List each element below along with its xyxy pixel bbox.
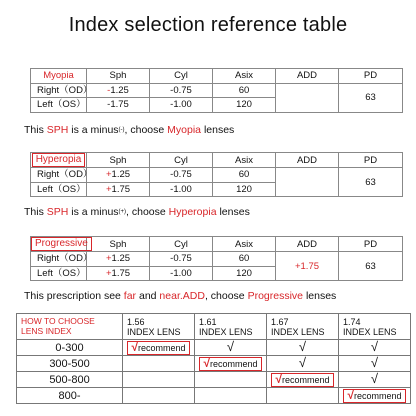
progressive-add: +1.75 bbox=[276, 252, 339, 281]
myopia-left-cyl: -1.00 bbox=[150, 98, 213, 113]
index-cell bbox=[123, 340, 195, 356]
cyl-header: Cyl bbox=[150, 153, 213, 168]
index-table bbox=[16, 313, 411, 404]
range-cell: 300-500 bbox=[17, 356, 123, 372]
index-cell bbox=[123, 372, 195, 388]
range-cell: 800- bbox=[17, 388, 123, 404]
table-row bbox=[17, 372, 411, 388]
hyperopia-table bbox=[30, 152, 403, 197]
hyperopia-right-sph: +1.25 bbox=[87, 168, 150, 183]
left-eye-label: Left（OS） bbox=[31, 182, 87, 197]
recommend-badge: √recommend bbox=[199, 357, 261, 371]
myopia-left-axis: 120 bbox=[213, 98, 276, 113]
check-icon: √ bbox=[203, 355, 211, 370]
hyperopia-add bbox=[276, 168, 339, 197]
myopia-left-sph: -1.75 bbox=[87, 98, 150, 113]
index-col-header: 1.67 INDEX LENS bbox=[267, 314, 339, 340]
range-cell: 0-300 bbox=[17, 340, 123, 356]
myopia-right-sph: -1.25 bbox=[87, 83, 150, 98]
check-icon: √ bbox=[370, 355, 379, 370]
progressive-pd: 63 bbox=[339, 252, 403, 281]
table-row bbox=[17, 340, 411, 356]
index-col-header: 1.61 INDEX LENS bbox=[195, 314, 267, 340]
myopia-pd: 63 bbox=[339, 83, 403, 112]
myopia-label: Myopia bbox=[31, 69, 87, 84]
progressive-left-sph: +1.75 bbox=[87, 266, 150, 281]
sph-header: Sph bbox=[87, 69, 150, 84]
index-cell bbox=[267, 340, 339, 356]
hyperopia-right-cyl: -0.75 bbox=[150, 168, 213, 183]
recommend-badge: √recommend bbox=[127, 341, 189, 355]
index-cell bbox=[339, 388, 411, 404]
hyperopia-left-cyl: -1.00 bbox=[150, 182, 213, 197]
cyl-header: Cyl bbox=[150, 69, 213, 84]
check-icon: √ bbox=[298, 355, 307, 370]
right-eye-label: Right（OD） bbox=[31, 252, 87, 267]
index-cell bbox=[339, 356, 411, 372]
left-eye-label: Left（OS） bbox=[31, 98, 87, 113]
myopia-note: This SPH is a minus(-), choose Myopia lenses bbox=[24, 124, 235, 136]
myopia-right-axis: 60 bbox=[213, 83, 276, 98]
table-row bbox=[17, 388, 411, 404]
index-cell bbox=[123, 388, 195, 404]
index-cell bbox=[123, 356, 195, 372]
recommend-badge: √recommend bbox=[271, 373, 333, 387]
how-to-choose-header: HOW TO CHOOSE LENS INDEX bbox=[17, 314, 123, 340]
index-cell bbox=[267, 388, 339, 404]
progressive-note: This prescription see far and near.ADD, choose Progressive lenses bbox=[24, 290, 337, 302]
sph-header: Sph bbox=[87, 237, 150, 252]
check-icon: √ bbox=[131, 339, 139, 354]
sph-header: Sph bbox=[87, 153, 150, 168]
progressive-left-cyl: -1.00 bbox=[150, 266, 213, 281]
myopia-add bbox=[276, 83, 339, 112]
index-cell bbox=[195, 340, 267, 356]
hyperopia-right-axis: 60 bbox=[213, 168, 276, 183]
index-cell bbox=[267, 356, 339, 372]
left-eye-label: Left（OS） bbox=[31, 266, 87, 281]
index-cell bbox=[195, 388, 267, 404]
add-header: ADD bbox=[276, 69, 339, 84]
index-col-header: 1.74 INDEX LENS bbox=[339, 314, 411, 340]
check-icon: √ bbox=[370, 339, 379, 354]
myopia-table bbox=[30, 68, 403, 113]
hyperopia-pd: 63 bbox=[339, 168, 403, 197]
index-cell bbox=[195, 372, 267, 388]
progressive-label: Progressive bbox=[31, 237, 87, 252]
range-cell: 500-800 bbox=[17, 372, 123, 388]
index-col-header: 1.56 INDEX LENS bbox=[123, 314, 195, 340]
progressive-right-cyl: -0.75 bbox=[150, 252, 213, 267]
check-icon: √ bbox=[370, 371, 379, 386]
page-title: Index selection reference table bbox=[68, 14, 348, 36]
pd-header: PD bbox=[339, 69, 403, 84]
index-cell bbox=[267, 372, 339, 388]
index-cell bbox=[195, 356, 267, 372]
progressive-right-axis: 60 bbox=[213, 252, 276, 267]
index-cell bbox=[339, 340, 411, 356]
index-cell bbox=[339, 372, 411, 388]
pd-header: PD bbox=[339, 153, 403, 168]
check-icon: √ bbox=[275, 371, 283, 386]
progressive-right-sph: +1.25 bbox=[87, 252, 150, 267]
hyperopia-note: This SPH is a minus(+), choose Hyperopia lenses bbox=[24, 206, 250, 218]
check-icon: √ bbox=[298, 339, 307, 354]
right-eye-label: Right（OD） bbox=[31, 83, 87, 98]
hyperopia-left-sph: +1.75 bbox=[87, 182, 150, 197]
add-header: ADD bbox=[276, 153, 339, 168]
axis-header: Asix bbox=[213, 153, 276, 168]
progressive-table bbox=[30, 236, 403, 281]
check-icon: √ bbox=[226, 339, 235, 354]
hyperopia-label: Hyperopia bbox=[31, 153, 87, 168]
pd-header: PD bbox=[339, 237, 403, 252]
axis-header: Asix bbox=[213, 237, 276, 252]
add-header: ADD bbox=[276, 237, 339, 252]
check-icon: √ bbox=[347, 387, 355, 402]
cyl-header: Cyl bbox=[150, 237, 213, 252]
table-row bbox=[17, 356, 411, 372]
axis-header: Asix bbox=[213, 69, 276, 84]
hyperopia-left-axis: 120 bbox=[213, 182, 276, 197]
progressive-left-axis: 120 bbox=[213, 266, 276, 281]
myopia-right-cyl: -0.75 bbox=[150, 83, 213, 98]
recommend-badge: √recommend bbox=[343, 389, 405, 403]
right-eye-label: Right（OD） bbox=[31, 168, 87, 183]
